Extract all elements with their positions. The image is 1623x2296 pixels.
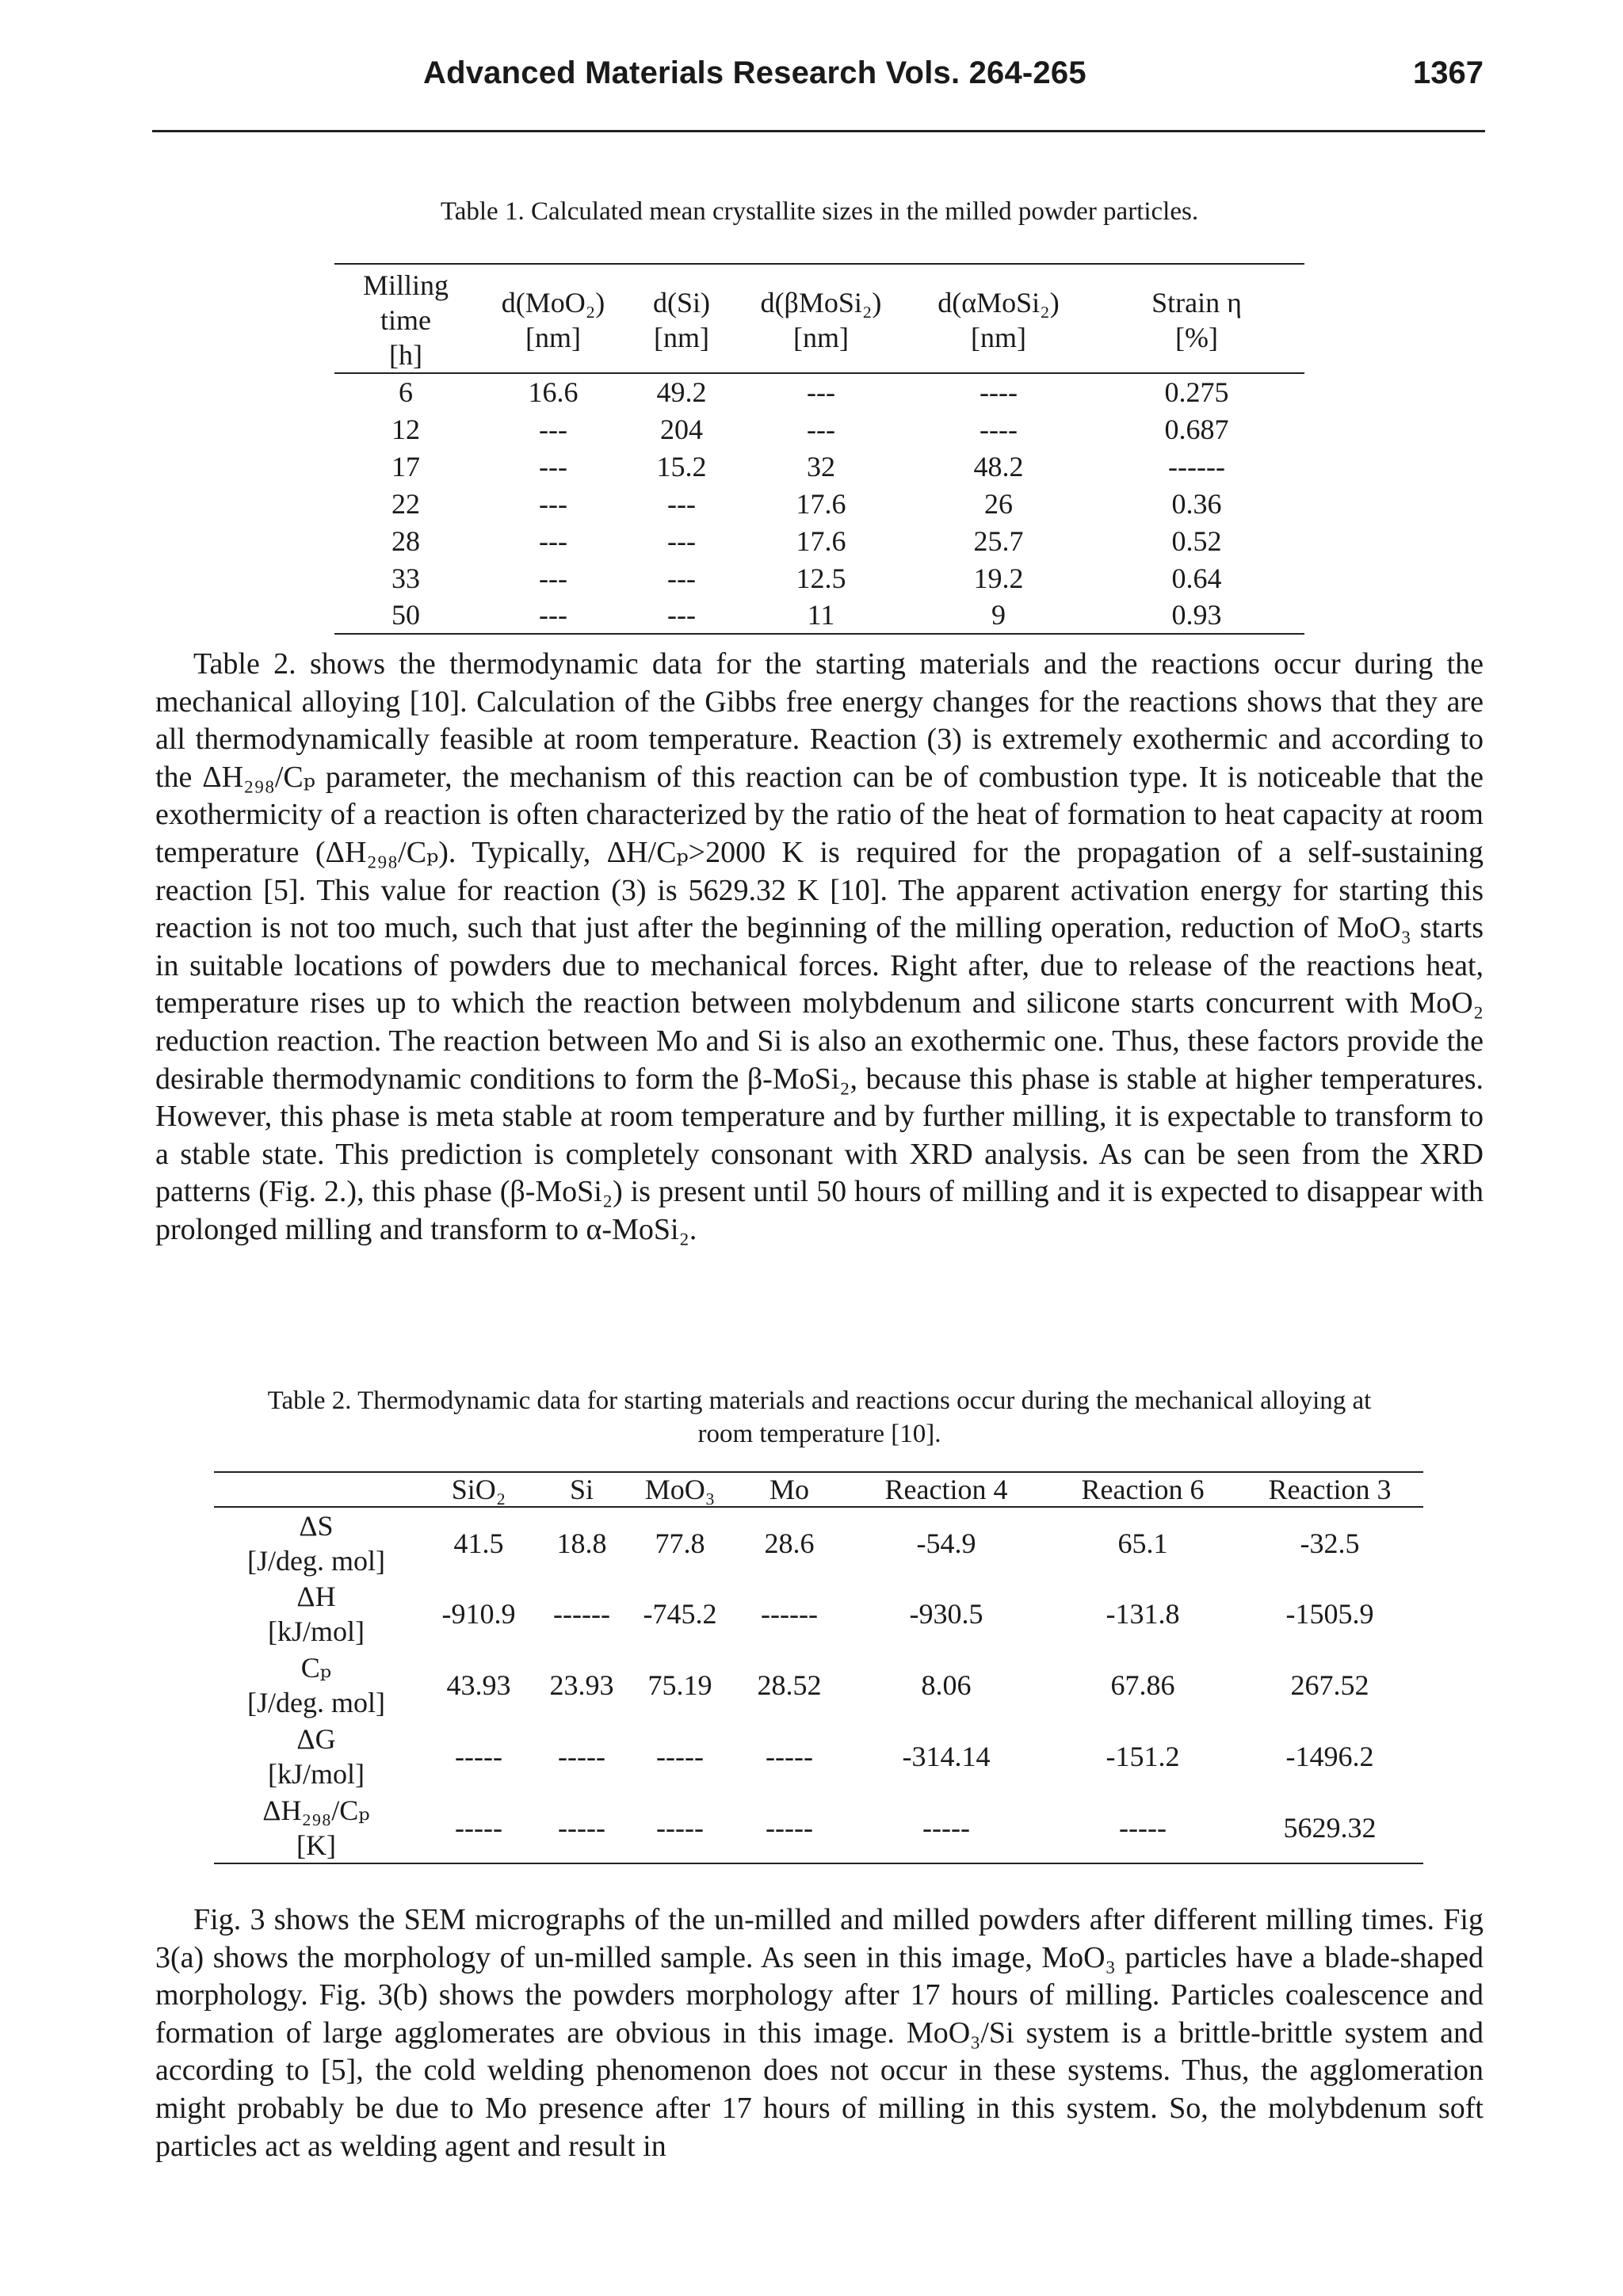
- table2-cell: 28.52: [757, 1669, 822, 1701]
- table2-cell: -930.5: [909, 1598, 983, 1630]
- running-header: [155, 55, 1484, 100]
- table1-cell: ---: [539, 562, 567, 594]
- table1-cell: ----: [980, 376, 1018, 408]
- table2-cell: -----: [624, 1792, 735, 1863]
- table2-cell: -151.2: [1106, 1741, 1180, 1772]
- table2-cell: 77.8: [655, 1527, 705, 1559]
- table1-cell: 28: [391, 524, 420, 557]
- table1-cell: 12.5: [796, 562, 846, 594]
- table2-cell: ------: [761, 1598, 818, 1630]
- table1-cell: ---: [539, 487, 567, 520]
- table2-header-cell: Reaction 4: [843, 1472, 1049, 1507]
- journal-title: Advanced Materials Research Vols. 264-265: [423, 55, 1086, 90]
- table1-row: [334, 485, 1304, 522]
- table2-cell: 5629.32: [1236, 1792, 1423, 1863]
- table2-row: [214, 1507, 1423, 1578]
- table2-row: [214, 1721, 1423, 1792]
- table2-cell: 75.19: [647, 1669, 712, 1701]
- table1-cell: 26: [984, 487, 1013, 520]
- table2-header-cell: [214, 1472, 418, 1507]
- table1-row: [334, 559, 1304, 597]
- table1-cell: 49.2: [656, 376, 707, 408]
- table2-cell: -314.14: [902, 1741, 991, 1772]
- table1-cell: ---: [667, 562, 696, 594]
- body-paragraph-1: Table 2. shows the thermodynamic data for the starting materials and the reactions occur during the mechanical alloying [10]. Calculation of the Gibbs free energy changes for the reactions shows that they are all thermodynamically feasible at room temperature. Reaction (3) is extremely exothermic and according to the ΔH₂₉₈/Cₚ parameter, the mechanism of this reaction can be of combustion type. It is noticeable that the exothermicity of a reaction is often characterized by the ratio of the heat of formation to heat capacity at room temperature (ΔH₂₉₈/Cₚ). Typically, ΔH/Cₚ>2000 K is required for the propagation of a self-sustaining reaction [5]. This value for reaction (3) is 5629.32 K [10]. The apparent activation energy for starting this reaction is not too much, such that just after the beginning of the milling operation, reduction of MoO₃ starts in suitable locations of powders due to mechanical forces. Right after, due to release of the reactions heat, temperature rises up to which the reaction between molybdenum and silicone starts concurrent with MoO₂ reduction reaction. The reaction between Mo and Si is also an exothermic one. Thus, these factors provide the desirable thermodynamic conditions to form the β-MoSi₂, because this phase is stable at higher temperatures. However, this phase is meta stable at room temperature and by further milling, it is expectable to transform to a stable state. This prediction is completely consonant with XRD analysis. As can be seen from the XRD patterns (Fig. 2.), this phase (β-MoSi₂) is present until 50 hours of milling and it is expected to disappear with prolonged milling and transform to α-MoSi₂.: [155, 647, 1484, 1246]
- table1-cell: ---: [807, 413, 835, 445]
- table1: [334, 263, 1304, 635]
- table1-row: [334, 448, 1304, 485]
- table2-row-label: ΔG [kJ/mol]: [268, 1723, 365, 1790]
- table1-cell: 6: [399, 376, 413, 408]
- table2-header-cell: Reaction 3: [1236, 1472, 1423, 1507]
- table2-row-label: ΔS [J/deg. mol]: [247, 1509, 385, 1577]
- table1-cell: ----: [980, 413, 1018, 445]
- table2-row: [214, 1650, 1423, 1721]
- table2-cell: -32.5: [1300, 1527, 1360, 1559]
- table1-header-cell: Strain η [%]: [1089, 264, 1304, 373]
- table1-cell: 9: [908, 597, 1089, 634]
- table1-cell: ---: [629, 597, 734, 634]
- table1-cell: ---: [477, 597, 629, 634]
- table2-row-label: ΔH [kJ/mol]: [268, 1581, 365, 1647]
- table1-caption: Table 1. Calculated mean crystallite sizes in the milled powder particles.: [440, 197, 1199, 226]
- table2-cell: -----: [539, 1792, 624, 1863]
- table2-cell: -----: [418, 1792, 539, 1863]
- table2-header-cell: Reaction 6: [1049, 1472, 1236, 1507]
- table1-cell: ------: [1168, 450, 1225, 482]
- table1-cell: 32: [807, 450, 835, 482]
- table1-cell: 22: [391, 487, 420, 520]
- header-rule: [152, 130, 1485, 132]
- table2: [214, 1471, 1423, 1864]
- table2-cell: -----: [455, 1741, 502, 1772]
- table1-cell: ---: [539, 450, 567, 482]
- table1-cell: 0.93: [1089, 597, 1304, 634]
- table1-cell: 0.64: [1171, 562, 1222, 594]
- table1-cell: 17.6: [796, 524, 846, 557]
- table2-cell: -----: [766, 1741, 813, 1772]
- table1-cell: 25.7: [973, 524, 1024, 557]
- table1-cell: ---: [667, 487, 696, 520]
- table1-row: [334, 410, 1304, 448]
- table1-cell: 50: [334, 597, 477, 634]
- table2-header-cell: MoO₃: [624, 1472, 735, 1507]
- table2-cell: 18.8: [556, 1527, 607, 1559]
- table2-cell: -----: [656, 1741, 704, 1772]
- table1-header-cell: d(αMoSi₂) [nm]: [908, 264, 1089, 373]
- table1-cell: 17: [391, 450, 420, 482]
- table2-cell: 67.86: [1110, 1669, 1175, 1701]
- table2-row: [214, 1578, 1423, 1650]
- table1-cell: 48.2: [973, 450, 1024, 482]
- table2-cell: -131.8: [1106, 1598, 1180, 1630]
- table2-cell: 65.1: [1117, 1527, 1168, 1559]
- table1-cell: ---: [667, 524, 696, 557]
- page-number: 1367: [1413, 55, 1484, 90]
- table1-row: [334, 597, 1304, 634]
- table1-cell: 0.275: [1164, 376, 1229, 408]
- table1-cell: ---: [539, 413, 567, 445]
- table1-cell: 17.6: [796, 487, 846, 520]
- table1-header-cell: d(Si) [nm]: [629, 264, 734, 373]
- table1-cell: 11: [734, 597, 908, 634]
- table1-cell: ---: [539, 524, 567, 557]
- table2-cell: -745.2: [643, 1598, 717, 1630]
- table1-header-cell: d(MoO₂) [nm]: [477, 264, 629, 373]
- body-paragraph-2: Fig. 3 shows the SEM micrographs of the un-milled and milled powders after different milling times. Fig 3(a) shows the morphology of un-milled sample. As seen in this image, MoO₃ particles have a blade-shaped morphology. Fig. 3(b) shows the powders morphology after 17 hours of milling. Particles coalescence and formation of large agglomerates are obvious in this image. MoO₃/Si system is a brittle-brittle system and according to [5], the cold welding phenomenon does not occur in these systems. Thus, the agglomeration might probably be due to Mo presence after 17 hours of milling in this system. So, the molybdenum soft particles act as welding agent and result in: [155, 1903, 1484, 2163]
- table1-header-cell: Milling time [h]: [334, 264, 477, 373]
- table2-cell: 41.5: [453, 1527, 504, 1559]
- table2-cell: -----: [735, 1792, 843, 1863]
- table2-cell: 43.93: [446, 1669, 511, 1701]
- table1-cell: ---: [807, 376, 835, 408]
- table2-cell: -1496.2: [1285, 1741, 1374, 1772]
- table2-cell: 23.93: [549, 1669, 614, 1701]
- table1-cell: 33: [391, 562, 420, 594]
- table2-cell: -54.9: [916, 1527, 976, 1559]
- table1-cell: 0.36: [1171, 487, 1222, 520]
- table2-cell: ------: [553, 1598, 610, 1630]
- table2-caption: Table 2. Thermodynamic data for starting materials and reactions occur during the mechanical alloying at room temperature [10].: [267, 1386, 1372, 1448]
- table2-cell: 28.6: [764, 1527, 815, 1559]
- table2-header-cell: SiO₂: [418, 1472, 539, 1507]
- table1-row: [334, 522, 1304, 559]
- table2-cell: -910.9: [441, 1598, 516, 1630]
- table2-row-label: Cₚ [J/deg. mol]: [247, 1652, 385, 1718]
- table1-cell: 16.6: [528, 376, 579, 408]
- table1-cell: 0.52: [1171, 524, 1222, 557]
- table2-cell: -----: [1049, 1792, 1236, 1863]
- table2-cell: -----: [558, 1741, 605, 1772]
- table2-cell: 267.52: [1290, 1669, 1369, 1701]
- table2-cell: -1505.9: [1285, 1598, 1374, 1630]
- table2-header-cell: Mo: [735, 1472, 843, 1507]
- table1-cell: 19.2: [973, 562, 1024, 594]
- table1-cell: 12: [391, 413, 420, 445]
- table1-cell: 15.2: [656, 450, 707, 482]
- table1-row: [334, 373, 1304, 410]
- table1-cell: 0.687: [1164, 413, 1229, 445]
- table2-row-label: ΔH₂₉₈/Cₚ [K]: [214, 1792, 418, 1863]
- table2-cell: -----: [843, 1792, 1049, 1863]
- table2-row: [214, 1792, 1423, 1863]
- table1-header-cell: d(βMoSi₂) [nm]: [734, 264, 908, 373]
- table2-header-cell: Si: [539, 1472, 624, 1507]
- table1-cell: 204: [660, 413, 703, 445]
- table2-cell: 8.06: [921, 1669, 972, 1701]
